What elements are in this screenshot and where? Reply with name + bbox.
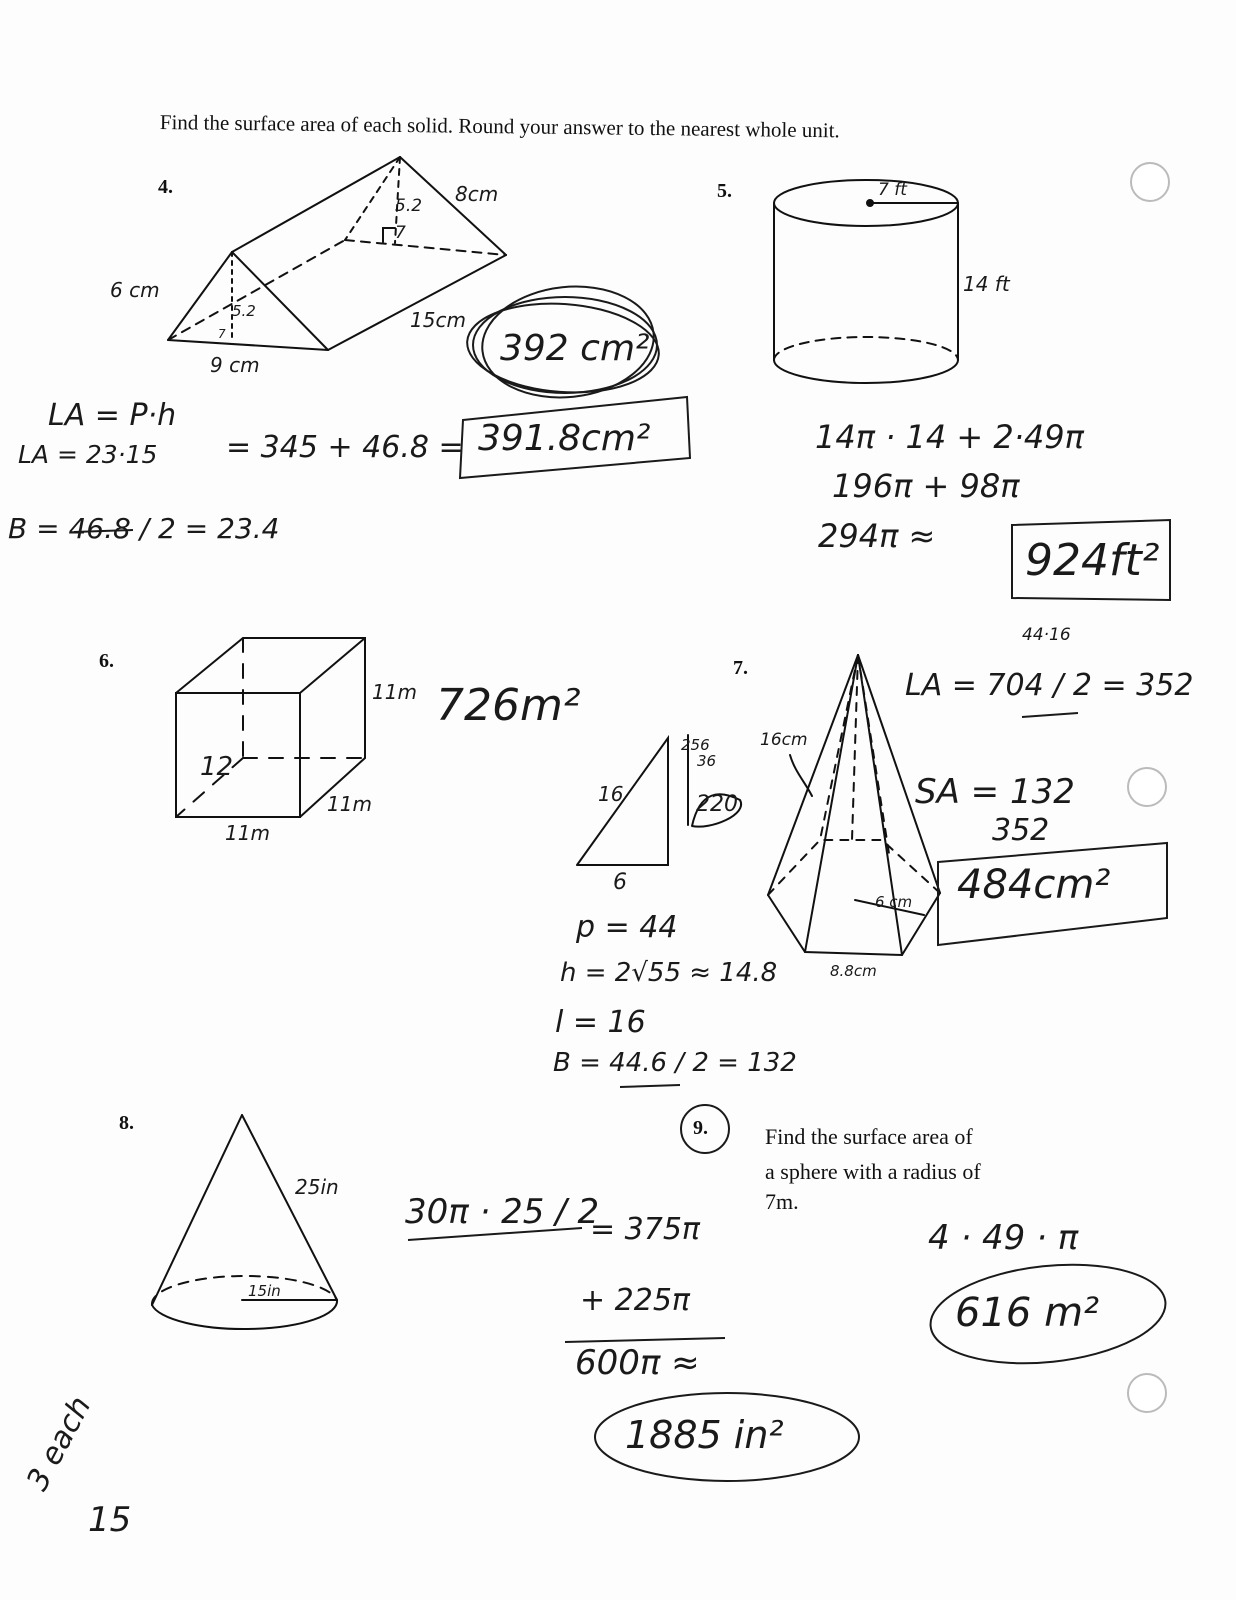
problem-8-number: 8. — [119, 1112, 134, 1134]
pyramid-la-note: 44·16 — [1022, 625, 1071, 645]
pyramid-work-perimeter: p = 44 — [576, 910, 678, 945]
prism-answer-boxed: 391.8cm² — [478, 418, 651, 459]
sphere-answer-circled: 616 m² — [955, 1290, 1100, 1336]
pyramid-la-value: 352 — [992, 813, 1050, 848]
prism-right-angle-label: 7 — [395, 223, 406, 243]
cylinder-work-line-1: 14π · 14 + 2·49π — [815, 418, 1084, 456]
sphere-prompt-line-1: Find the surface area of — [765, 1124, 973, 1149]
cone-work-line-2: = 375π — [590, 1212, 700, 1247]
pyramid-answer-boxed: 484cm² — [957, 862, 1111, 908]
pyramid-work-height: h = 2√55 ≈ 14.8 — [560, 958, 778, 988]
cylinder-work-line-3: 294π ≈ — [818, 517, 936, 555]
cone-answer-circled: 1885 in² — [625, 1413, 784, 1457]
instructions: Find the surface area of each solid. Round your answer to the nearest whole unit. — [159, 110, 840, 143]
cone-work-line-4: 600π ≈ — [575, 1343, 700, 1383]
prism-slant-label: 5.2 — [395, 196, 423, 216]
sphere-work: 4 · 49 · π — [928, 1218, 1079, 1258]
problem-5-number: 5. — [717, 180, 732, 202]
pyramid-la-formula: LA = 704 / 2 = 352 — [905, 668, 1194, 703]
helper-calc-1: 256 — [681, 736, 710, 754]
cone-work-line-3: + 225π — [580, 1283, 690, 1318]
prism-work-line-3: = 345 + 46.8 = — [226, 430, 464, 465]
cube-front-label: 12 — [200, 752, 234, 782]
prism-inner-height-label: 5.2 — [232, 302, 256, 320]
cylinder-work-line-2: 196π + 98π — [832, 467, 1020, 505]
prism-work-line-4: B = 46.8 / 2 = 23.4 — [8, 512, 280, 545]
problem-7-number: 7. — [733, 657, 748, 679]
cylinder-height-label: 14 ft — [963, 272, 1010, 296]
pyramid-apothem-label: 6 cm — [875, 893, 913, 911]
helper-triangle-base-label: 6 — [613, 870, 627, 895]
cylinder-answer-boxed: 924ft² — [1025, 535, 1160, 586]
cone-slant-label: 25in — [295, 1175, 339, 1199]
cube-answer: 726m² — [436, 680, 581, 731]
sphere-prompt-line-3: 7m. — [765, 1189, 799, 1214]
pyramid-side-label: 8.8cm — [830, 962, 877, 980]
sphere-prompt-line-2: a sphere with a radius of — [765, 1159, 981, 1184]
helper-calc-3: 220 — [696, 792, 738, 817]
prism-edge-label: 8cm — [455, 182, 499, 206]
cube-height-label: 11m — [372, 680, 417, 704]
cylinder-figure — [774, 180, 958, 383]
cone-work-line-1: 30π · 25 / 2 — [405, 1192, 600, 1232]
cone-radius-label: 15in — [248, 1282, 281, 1300]
cylinder-radius-label: 7 ft — [878, 180, 907, 200]
helper-calc-2: 36 — [697, 752, 717, 770]
prism-side-label: 6 cm — [110, 278, 160, 302]
grade-score: 15 — [88, 1500, 132, 1540]
cube-width-label: 11m — [225, 821, 270, 845]
prism-length-label: 15cm — [410, 308, 466, 332]
pyramid-work-base: B = 44.6 / 2 = 132 — [553, 1048, 797, 1078]
cone-figure — [152, 1115, 337, 1329]
problem-4-number: 4. — [158, 176, 173, 198]
cube-depth-label: 11m — [327, 792, 372, 816]
prism-answer-circled: 392 cm² — [500, 328, 650, 369]
pyramid-slant-label: 16cm — [760, 730, 808, 750]
prism-inner-base-label: 7 — [218, 327, 226, 341]
pyramid-work-slant: l = 16 — [555, 1005, 646, 1040]
pyramid-sa-line: SA = 132 — [915, 772, 1075, 812]
helper-triangle-side-label: 16 — [598, 782, 624, 806]
prism-base-label: 9 cm — [210, 353, 260, 377]
problem-6-number: 6. — [99, 650, 114, 672]
prism-work-line-2: LA = 23·15 — [18, 440, 158, 469]
grade-note: 3 each — [20, 1390, 99, 1497]
cube-figure — [176, 638, 365, 817]
prism-work-line-1: LA = P·h — [48, 398, 177, 433]
problem-9-number: 9. — [693, 1117, 708, 1139]
